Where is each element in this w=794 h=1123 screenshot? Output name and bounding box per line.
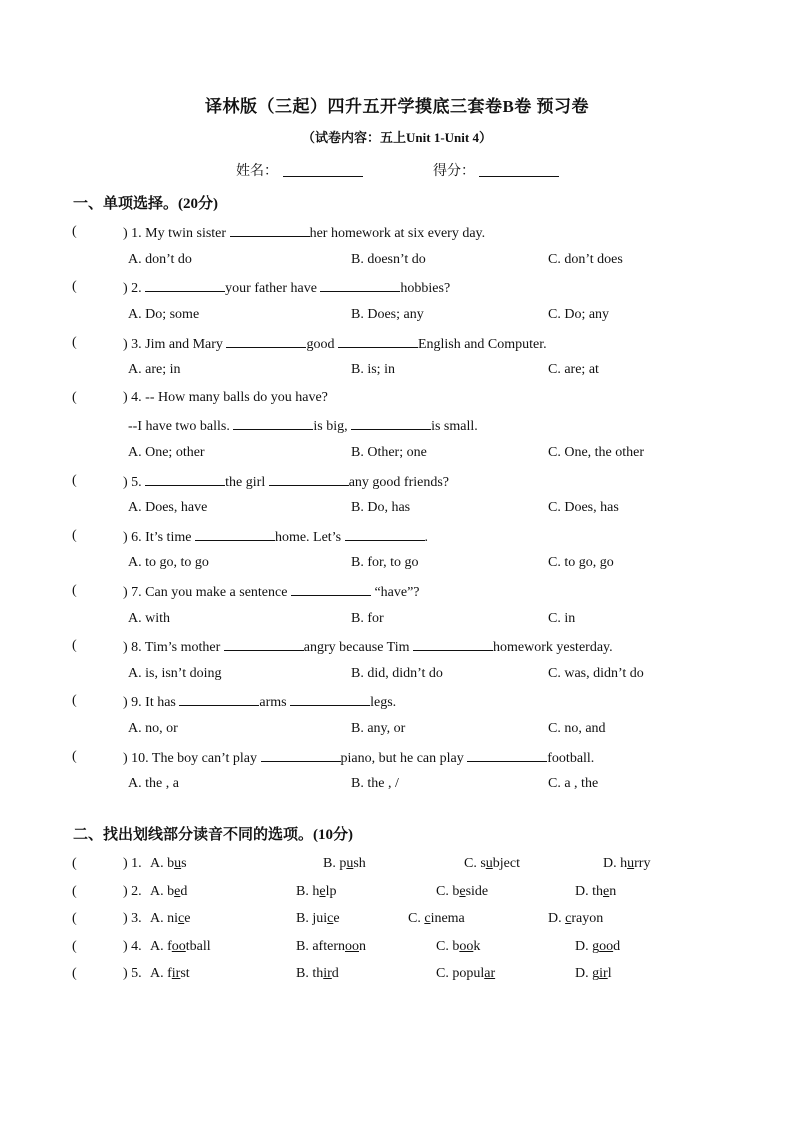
answer-paren[interactable]: ( [72,224,77,239]
option-c: C. One, the other [548,445,645,460]
answer-blank[interactable] [345,526,425,541]
option-a: A. the , a [128,776,179,791]
phonics-row-2: ( ) 2. A. bed B. help C. beside D. then [0,882,794,902]
option-a: A. are; in [128,362,181,377]
phonics-row-1: ( ) 1. A. bus B. push C. subject D. hurry [0,854,794,874]
option-b: B. the , / [351,776,399,791]
option-b: B. doesn’t do [351,252,426,267]
option-c: C. book [436,939,481,954]
answer-blank[interactable] [224,636,304,651]
option-b: B. third [296,966,339,981]
option-a: A. One; other [128,445,205,460]
question-4-line2: --I have two balls. is big, is small. [0,415,794,435]
answer-blank[interactable] [467,747,547,762]
answer-paren[interactable]: ( [72,749,77,764]
option-a: A. nice [150,911,191,926]
answer-paren[interactable]: ( [72,856,77,871]
answer-paren[interactable]: ( [72,638,77,653]
option-b: B. push [323,856,366,871]
option-a: A. Does, have [128,500,208,515]
answer-blank[interactable] [261,747,341,762]
question-2-options [0,305,794,325]
option-c: C. Do; any [548,307,610,322]
option-c: C. was, didn’t do [548,666,644,681]
option-a: A. first [150,966,190,981]
question-4-options [0,443,794,463]
page-title: 译林版（三起）四升五开学摸底三套卷B卷 预习卷 [204,97,590,116]
score-blank[interactable] [479,176,559,177]
answer-blank[interactable] [195,526,275,541]
question-6-options [0,553,794,573]
question-9: ( ) 9. It has arms legs. [72,693,397,710]
option-b: B. for [351,611,384,626]
answer-blank[interactable] [413,636,493,651]
phonics-row-3: ( ) 3. A. nice B. juice C. cinema D. crayon [0,909,794,929]
question-5: ( ) 5. the girl any good friends? [72,473,450,490]
answer-paren[interactable]: ( [72,583,77,598]
question-8: ( ) 8. Tim’s mother angry because Tim homework yesterday. [72,638,613,655]
section2-heading: 二、找出划线部分读音不同的选项。(10分) [73,827,353,843]
question-2: ( ) 2. your father have hobbies? [72,279,451,296]
option-c: C. don’t does [548,252,623,267]
answer-blank[interactable] [338,333,418,348]
page-subtitle: （试卷内容：五上Unit 1-Unit 4） [302,130,492,145]
option-a: A. football [150,939,211,954]
option-c: C. in [548,611,576,626]
answer-paren[interactable]: ( [72,939,77,954]
answer-paren[interactable]: ( [72,911,77,926]
question-3: ( ) 3. Jim and Mary good English and Computer. [72,335,547,352]
name-blank[interactable] [283,176,363,177]
option-c: C. Does, has [548,500,619,515]
answer-blank[interactable] [291,581,371,596]
option-d: D. hurry [603,856,651,871]
answer-paren[interactable]: ( [72,390,77,405]
option-a: A. no, or [128,721,178,736]
answer-paren[interactable]: ( [72,884,77,899]
question-3-options [0,360,794,380]
answer-blank[interactable] [320,277,400,292]
option-d: D. good [575,939,621,954]
option-b: B. Do, has [351,500,411,515]
option-b: B. juice [296,911,340,926]
score-label: 得分： [433,164,475,179]
question-6: ( ) 6. It’s time home. Let’s . [72,528,429,545]
option-b: B. Other; one [351,445,427,460]
answer-paren[interactable]: ( [72,528,77,543]
answer-paren[interactable]: ( [72,966,77,981]
option-a: A. with [128,611,170,626]
question-4: ( ) 4. -- How many balls do you have? [0,388,794,408]
section1-heading: 一、单项选择。(20分) [73,196,218,212]
question-5-options [0,498,794,518]
answer-blank[interactable] [230,222,310,237]
option-b: B. help [296,884,337,899]
option-c: C. popular [436,966,496,981]
option-d: D. girl [575,966,612,981]
name-label: 姓名： [236,164,278,179]
option-a: A. bus [150,856,187,871]
answer-blank[interactable] [226,333,306,348]
phonics-row-4: ( ) 4. A. football B. afternoon C. book D. good [0,937,794,957]
option-b: B. for, to go [351,555,419,570]
option-a: A. to go, to go [128,555,209,570]
option-b: B. any, or [351,721,406,736]
option-c: C. are; at [548,362,599,377]
answer-paren[interactable]: ( [72,335,77,350]
answer-paren[interactable]: ( [72,473,77,488]
answer-paren[interactable]: ( [72,693,77,708]
question-8-options [0,664,794,684]
answer-blank[interactable] [233,415,313,430]
option-c: C. subject [464,856,521,871]
answer-blank[interactable] [290,691,370,706]
option-d: D. then [575,884,617,899]
option-c: C. beside [436,884,489,899]
answer-paren[interactable]: ( [72,279,77,294]
option-a: A. bed [150,884,188,899]
question-9-options [0,719,794,739]
option-a: A. is, isn’t doing [128,666,222,681]
question-7: ( ) 7. Can you make a sentence “have”? [72,583,420,600]
option-b: B. is; in [351,362,395,377]
option-b: B. did, didn’t do [351,666,443,681]
option-c: C. a , the [548,776,599,791]
option-b: B. afternoon [296,939,366,954]
answer-blank[interactable] [145,471,225,486]
question-10-options [0,774,794,794]
answer-blank[interactable] [145,277,225,292]
answer-blank[interactable] [269,471,349,486]
question-1-options [0,250,794,270]
option-b: B. Does; any [351,307,424,322]
question-10: ( ) 10. The boy can’t play piano, but he can play football. [72,749,595,766]
option-c: C. no, and [548,721,606,736]
phonics-row-5: ( ) 5. A. first B. third C. popular D. girl [0,964,794,984]
answer-blank[interactable] [351,415,431,430]
option-d: D. crayon [548,911,604,926]
option-a: A. don’t do [128,252,192,267]
answer-blank[interactable] [179,691,259,706]
option-c: C. to go, go [548,555,614,570]
question-1: ( ) 1. My twin sister her homework at six every day. [72,224,486,241]
option-c: C. cinema [408,911,465,926]
question-7-options [0,609,794,629]
option-a: A. Do; some [128,307,200,322]
